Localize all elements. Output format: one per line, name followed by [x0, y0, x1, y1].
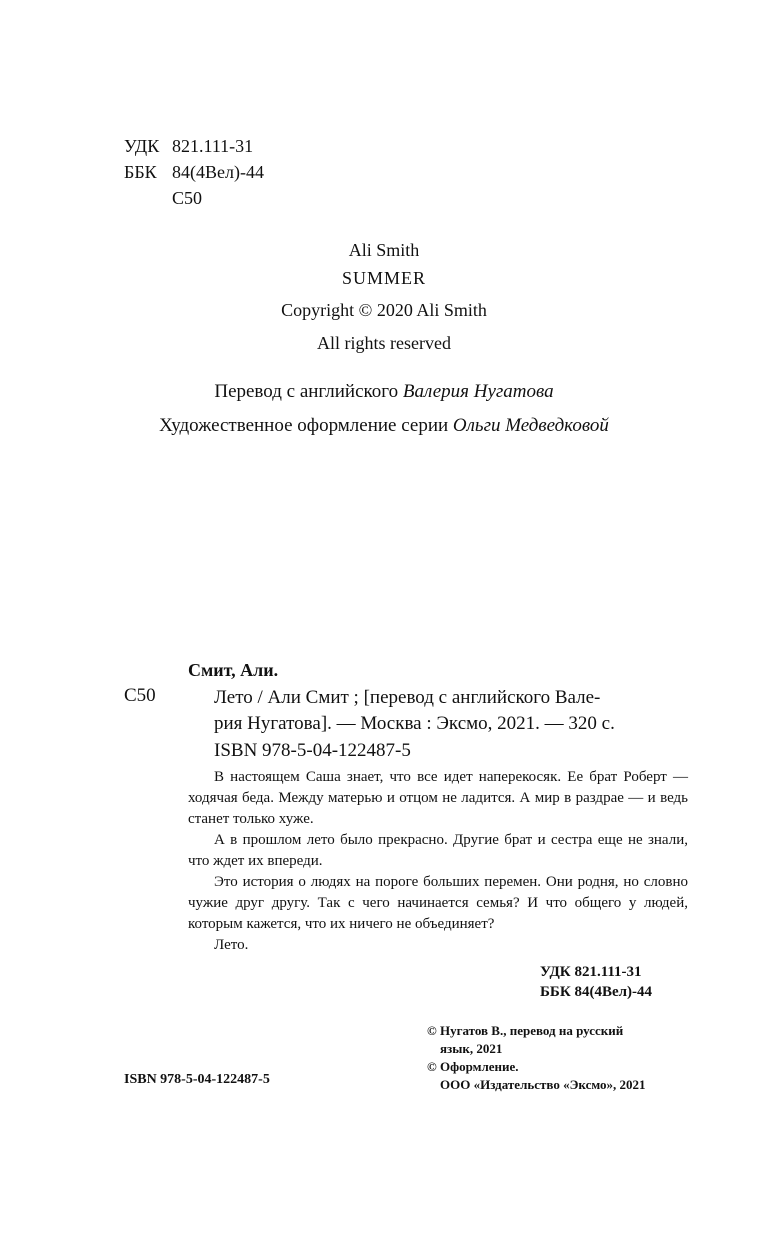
annotation: [188, 767, 688, 956]
description-line-2: рия Нугатова]. — Москва : Эксмо, 2021. — 320 с.: [214, 713, 615, 734]
right-bbk: ББК 84(4Вел)-44: [540, 984, 653, 1000]
designer-name: Ольги Медведковой: [452, 415, 609, 436]
bibliographic-heading: Смит, Али.: [188, 660, 279, 680]
annotation-paragraph: Это история о людях на пороге больших перемен. Они родня, но словно чужие друг другу. Так с чего начинается семья? И что общего у людей, которым кажется, что их ничего не объединяет?: [188, 874, 688, 932]
original-author: Ali Smith: [348, 240, 420, 260]
rights-reserved: All rights reserved: [317, 333, 451, 353]
udk-row: [124, 133, 264, 159]
udk-label: УДК: [124, 136, 160, 156]
right-classification: [540, 962, 686, 1002]
classification-codes: [124, 133, 264, 211]
copyright-line: © Нугатов В., перевод на русский: [427, 1023, 624, 1038]
translation-prefix: Перевод с английского: [214, 381, 399, 402]
right-udk: УДК 821.111-31: [540, 964, 642, 980]
bibliographic-description: [214, 685, 688, 737]
author-sign: С50: [172, 188, 203, 208]
udk-value: 821.111-31: [172, 136, 254, 156]
copyright-line: © Оформление.: [427, 1059, 519, 1074]
bibliographic-isbn: ISBN 978-5-04-122487-5: [214, 740, 411, 761]
translator-name: Валерия Нугатова: [402, 381, 554, 402]
design-credit: [0, 415, 768, 437]
isbn-bottom: ISBN 978-5-04-122487-5: [124, 1072, 270, 1087]
bbk-value: 84(4Вел)-44: [172, 162, 264, 182]
copyright-block: [427, 1022, 689, 1094]
copyright-line: язык, 2021: [440, 1041, 503, 1056]
translation-credit: [0, 381, 768, 403]
annotation-paragraph: А в прошлом лето было прекрасно. Другие брат и сестра еще не знали, что ждет их впереди.: [188, 832, 688, 869]
annotation-paragraph: В настоящем Саша знает, что все идет наперекосяк. Ее брат Роберт — ходячая беда. Между матерью и отцом не ладится. А мир в раздрае — и ведь станет только хуже.: [188, 769, 688, 827]
description-line-1: Лето / Али Смит ; [перевод с английского Вале-: [214, 687, 601, 708]
bbk-row: [124, 159, 264, 185]
annotation-paragraph: Лето.: [214, 937, 249, 953]
bibliographic-code: С50: [124, 685, 156, 706]
original-copyright: Copyright © 2020 Ali Smith: [281, 300, 487, 320]
bbk-label: ББК: [124, 162, 157, 182]
copyright-line: ООО «Издательство «Эксмо», 2021: [440, 1077, 646, 1092]
design-prefix: Художественное оформление серии: [159, 415, 449, 436]
original-title: SUMMER: [341, 268, 427, 288]
